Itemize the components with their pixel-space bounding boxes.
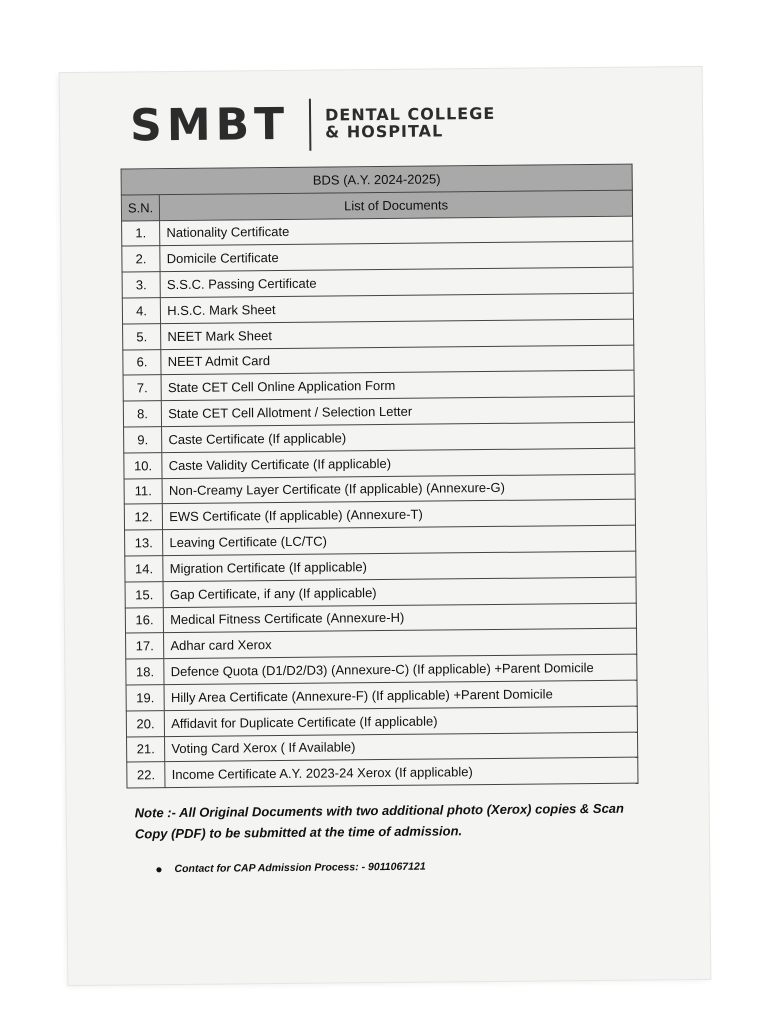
- row-number: 3.: [122, 272, 161, 298]
- row-number: 8.: [123, 401, 162, 427]
- contact-text: Contact for CAP Admission Process: - 9011067121: [174, 860, 426, 876]
- row-number: 12.: [124, 504, 163, 530]
- document-name: Leaving Certificate (LC/TC): [163, 525, 636, 555]
- row-number: 15.: [125, 581, 164, 607]
- document-name: NEET Mark Sheet: [161, 319, 634, 349]
- college-name-line1: DENTAL COLLEGE: [324, 104, 496, 125]
- column-header-documents: List of Documents: [160, 190, 633, 220]
- college-name-line2: & HOSPITAL: [325, 121, 444, 142]
- document-name: Non-Creamy Layer Certificate (If applicable) (Annexure-G): [162, 474, 635, 504]
- row-number: 19.: [126, 685, 165, 711]
- row-number: 10.: [124, 452, 163, 478]
- smbt-logo: SMBT: [129, 98, 290, 152]
- document-name: Defence Quota (D1/D2/D3) (Annexure-C) (If applicable) +Parent Domicile: [164, 654, 637, 684]
- table-title: BDS (A.Y. 2024-2025): [121, 164, 632, 195]
- row-number: 14.: [125, 556, 164, 582]
- row-number: 4.: [122, 298, 161, 324]
- row-number: 9.: [124, 427, 163, 453]
- row-number: 7.: [123, 375, 162, 401]
- row-number: 11.: [124, 478, 163, 504]
- document-name: Domicile Certificate: [160, 241, 633, 271]
- document-page: [60, 67, 711, 985]
- document-name: State CET Cell Online Application Form: [161, 370, 634, 400]
- document-name: Income Certificate A.Y. 2023-24 Xerox (If applicable): [165, 757, 638, 787]
- document-name: NEET Admit Card: [161, 345, 634, 375]
- table-row: [127, 757, 638, 788]
- row-number: 17.: [126, 633, 165, 659]
- contact-line: [155, 860, 425, 877]
- row-number: 2.: [122, 246, 161, 272]
- row-number: 20.: [126, 710, 165, 736]
- row-number: 13.: [125, 530, 164, 556]
- row-number: 18.: [126, 659, 165, 685]
- row-number: 5.: [123, 323, 162, 349]
- document-name: Migration Certificate (If applicable): [163, 551, 636, 581]
- documents-table: [121, 164, 639, 789]
- row-number: 16.: [125, 607, 164, 633]
- column-header-sn: S.N.: [121, 194, 160, 220]
- document-name: Nationality Certificate: [160, 216, 633, 246]
- row-number: 22.: [127, 762, 166, 788]
- table-body: [122, 216, 638, 788]
- letterhead: [130, 97, 496, 153]
- document-name: Caste Certificate (If applicable): [162, 422, 635, 452]
- row-number: 1.: [122, 220, 161, 246]
- document-name: State CET Cell Allotment / Selection Letter: [162, 396, 635, 426]
- document-name: Hilly Area Certificate (Annexure-F) (If applicable) +Parent Domicile: [164, 680, 637, 710]
- row-number: 21.: [127, 736, 166, 762]
- college-name: [325, 106, 495, 141]
- document-name: Caste Validity Certificate (If applicable): [162, 448, 635, 478]
- admission-note: Note :- All Original Documents with two additional photo (Xerox) copies & Scan Copy (PDF) to be submitted at the time of admission.: [134, 800, 625, 842]
- document-name: Gap Certificate, if any (If applicable): [163, 577, 636, 607]
- document-name: Affidavit for Duplicate Certificate (If applicable): [165, 706, 638, 736]
- row-number: 6.: [123, 349, 162, 375]
- document-name: EWS Certificate (If applicable) (Annexure-T): [163, 499, 636, 529]
- document-name: H.S.C. Mark Sheet: [161, 293, 634, 323]
- document-name: Medical Fitness Certificate (Annexure-H): [164, 603, 637, 633]
- document-name: Voting Card Xerox ( If Available): [165, 732, 638, 762]
- document-name: Adhar card Xerox: [164, 628, 637, 658]
- bullet-icon: ●: [155, 862, 163, 877]
- document-name: S.S.C. Passing Certificate: [160, 267, 633, 297]
- logo-divider: [309, 99, 311, 151]
